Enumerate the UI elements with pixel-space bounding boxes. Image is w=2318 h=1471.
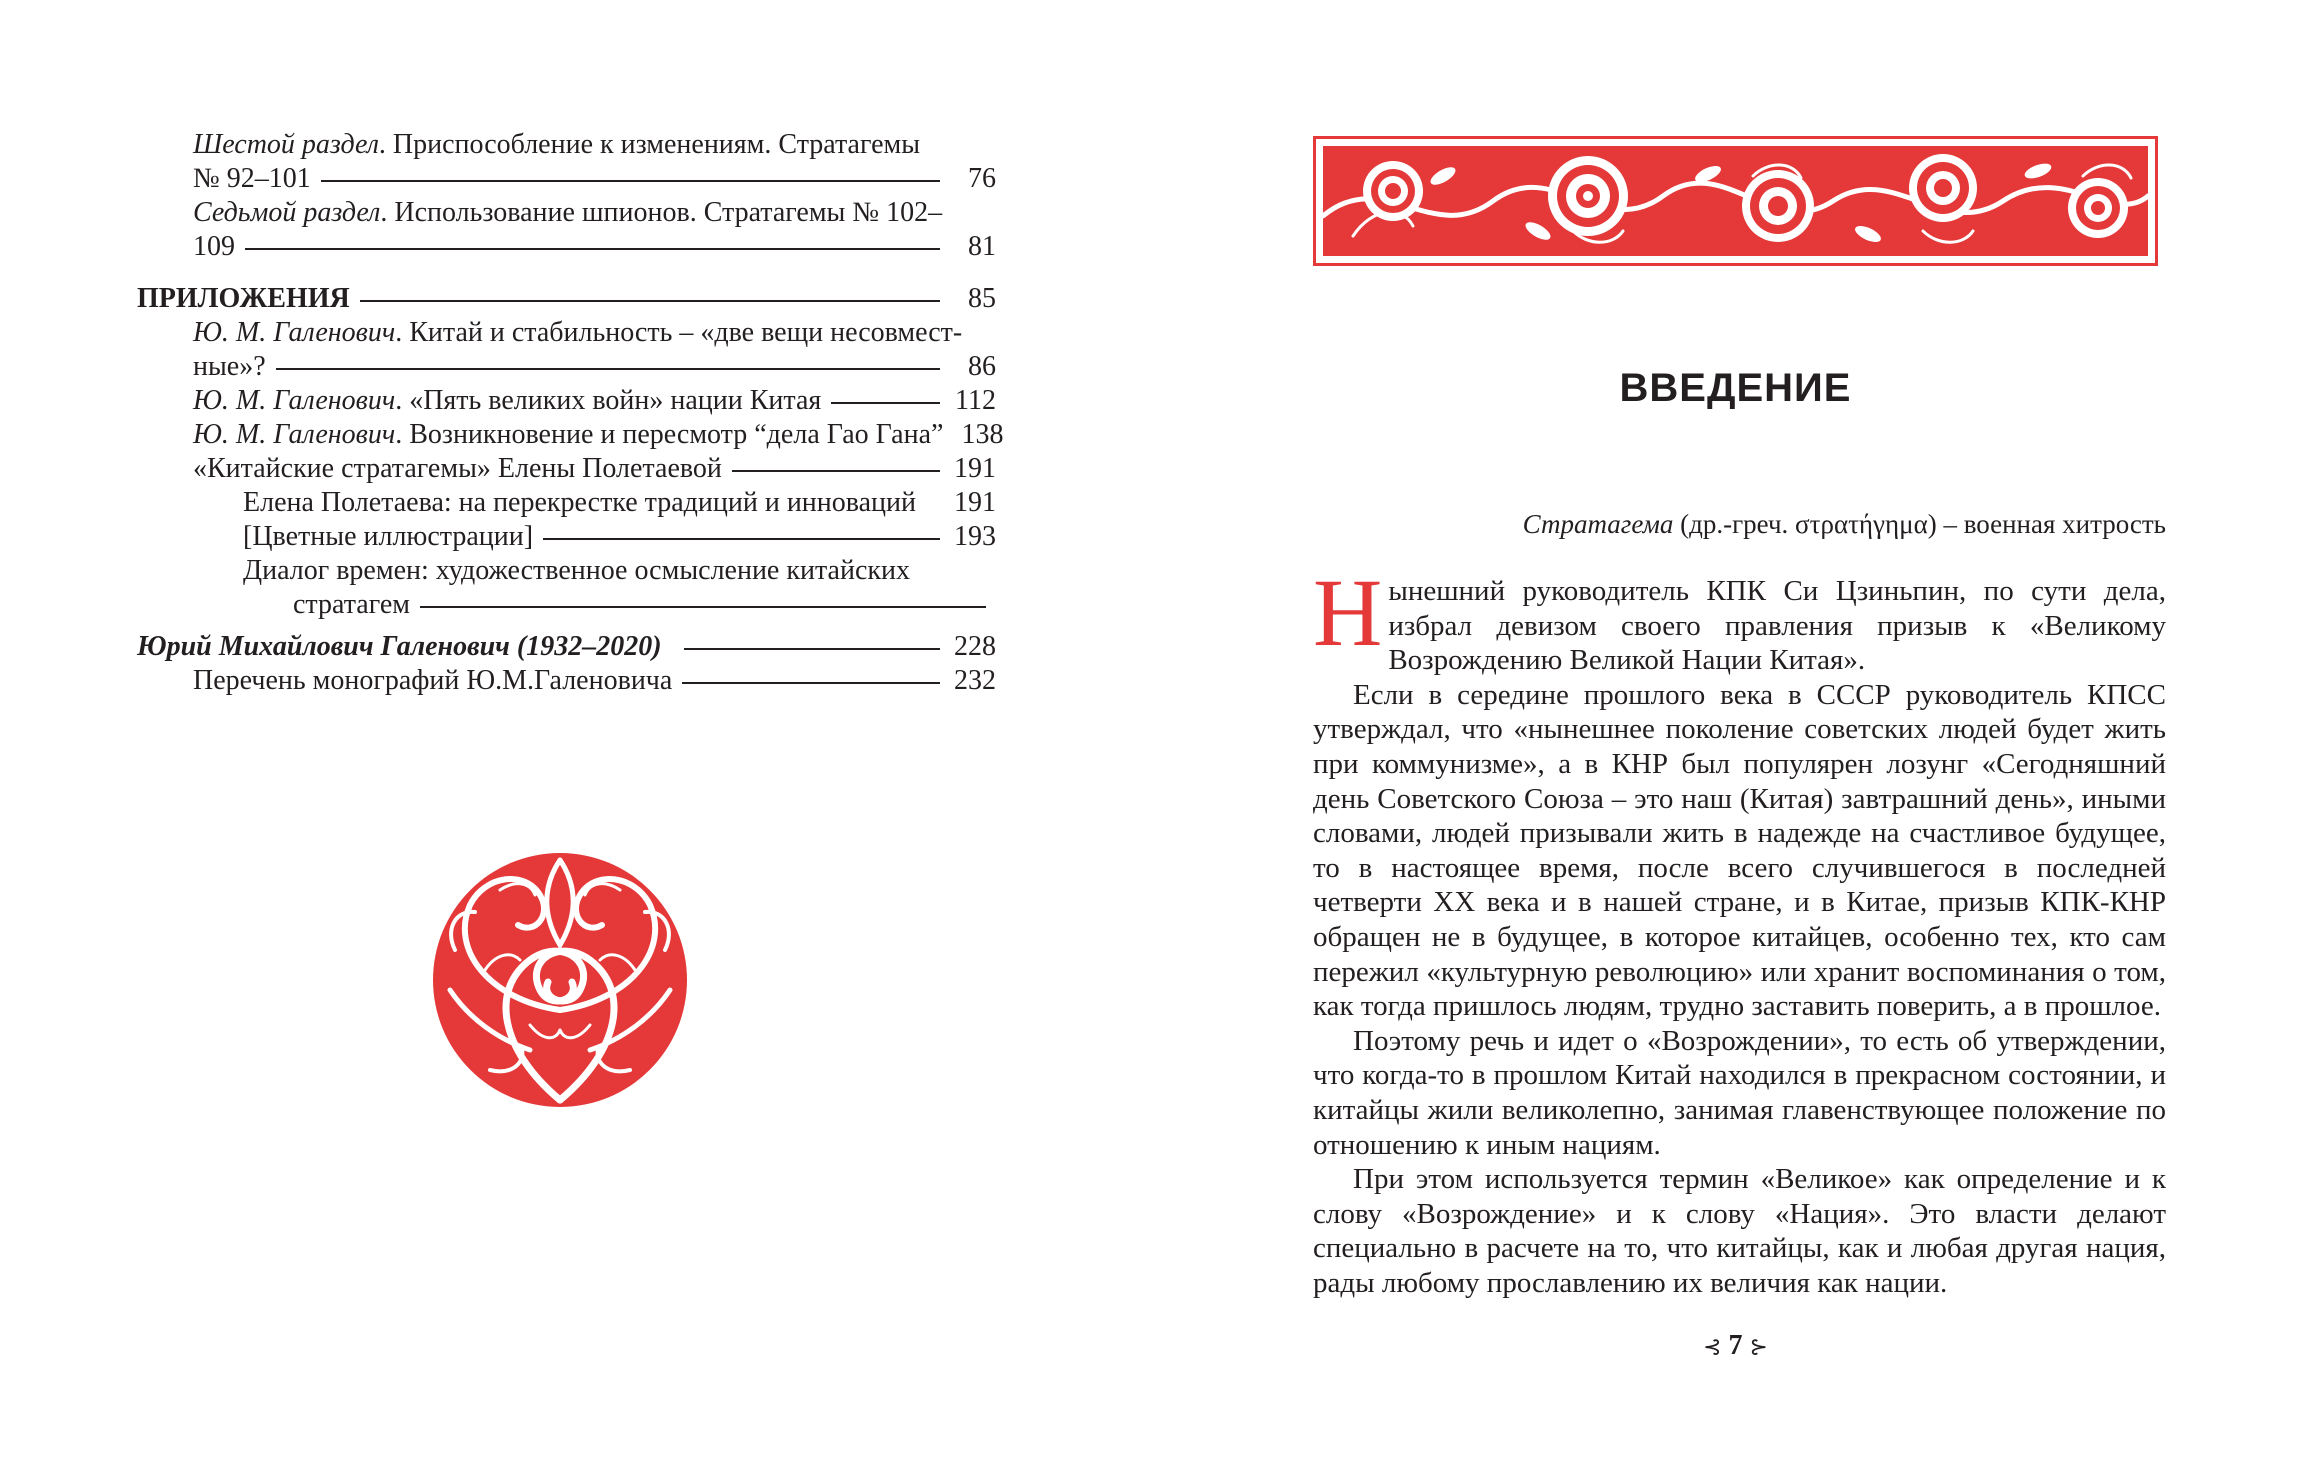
toc-entry-title-cont: ные»? bbox=[193, 351, 266, 382]
toc-page-number: 76 bbox=[968, 163, 996, 194]
toc-entry[interactable] bbox=[137, 630, 996, 664]
toc-entry[interactable] bbox=[137, 316, 996, 384]
toc-page-number: 112 bbox=[955, 385, 996, 416]
toc-page-number: 81 bbox=[968, 231, 996, 262]
toc-entry[interactable] bbox=[137, 520, 996, 554]
toc-entry-title: [Цветные иллюстрации] bbox=[243, 521, 534, 552]
toc-page-number: 232 bbox=[954, 665, 996, 696]
toc-leader-line bbox=[321, 180, 940, 182]
toc-leader-line bbox=[831, 402, 940, 404]
toc-entry-title: . Использование шпионов. Стратагемы № 102– bbox=[380, 197, 943, 228]
epigraph bbox=[1313, 507, 2166, 541]
toc-entry-title: «Китайские стратагемы» Елены Полетаевой bbox=[193, 453, 722, 484]
folio-ornament-right-icon: ⊱ bbox=[1749, 1334, 1768, 1359]
floral-pattern-icon bbox=[1323, 146, 2148, 256]
epigraph-term: Стратагема bbox=[1522, 509, 1674, 539]
epigraph-definition: (др.-греч. στρατήγημα) – военная хитрость bbox=[1673, 509, 2166, 539]
toc-entry-author: Шестой раздел bbox=[193, 129, 379, 160]
toc-leader-line bbox=[732, 470, 940, 472]
toc-page-number: 85 bbox=[968, 283, 996, 314]
toc-entry[interactable] bbox=[137, 554, 996, 622]
body-paragraph: Если в середине прошлого века в СССР руководитель КПСС утверждал, что «нынешнее поколение советских людей будет жить при коммунизме», а в КНР был популярен лозунг «Сегодняшний день Советского Союза – это наш (Китая) завтрашний день», иными словами, людей призывали жить в надежде на счастливое будущее, то в настоящее время, после всего случившегося в последней четверти XX века и в нашей стране, и в Китае, призыв КПК-КНР обращен не в будущее, в которое китайцев, особенно тех, кто сам пережил «культурную революцию» или хранит воспоминания о том, как тогда пришлось людям, трудно заставить поверить, а в прошлое. bbox=[1313, 678, 2166, 1023]
toc-section-title: ПРИЛОЖЕНИЯ bbox=[137, 283, 350, 314]
toc-leader-line bbox=[420, 606, 986, 608]
toc-page-number: 86 bbox=[968, 351, 996, 382]
paragraph-text: ынешний руководитель КПК Си Цзиньпин, по сути дела, избрал девизом своего правления призыв к «Великому Возрождению Великой Нации Китая». bbox=[1388, 575, 2166, 677]
body-paragraph bbox=[1313, 559, 2166, 678]
toc-entry-title: . Возникновение и пересмотр “дела Гао Гана” bbox=[395, 419, 944, 450]
chapter-body bbox=[1313, 559, 2166, 1300]
toc-entry-author: Ю. М. Галенович bbox=[193, 317, 396, 348]
drop-cap: Н bbox=[1313, 559, 1383, 666]
toc-leader-line bbox=[682, 682, 940, 684]
toc-entry-title-cont: № 92–101 bbox=[193, 163, 311, 194]
table-of-contents bbox=[137, 128, 1004, 698]
toc-entry-title: . Китай и стабильность – «две вещи несовмест- bbox=[395, 317, 963, 348]
toc-page-number: 193 bbox=[954, 521, 996, 552]
toc-leader-line bbox=[684, 648, 940, 650]
toc-page-number: 191 bbox=[954, 487, 996, 518]
ornament-medallion-icon bbox=[430, 850, 690, 1110]
toc-entry[interactable] bbox=[137, 196, 996, 264]
toc-entry[interactable] bbox=[137, 128, 996, 196]
body-paragraph: При этом используется термин «Великое» как определение и к слову «Возрождение» и к слову «Нация». Это власти делают специально в расчете на то, что китайцы, как и любая другая нация, рады любому прославлению их величия как нации. bbox=[1313, 1163, 2166, 1299]
toc-entry-author-bold: Юрий Михайлович Галенович (1932–2020) bbox=[137, 631, 662, 662]
toc-entry[interactable] bbox=[137, 664, 996, 698]
floral-header-banner bbox=[1313, 136, 2158, 266]
toc-entry-title-cont: 109 bbox=[193, 231, 235, 262]
toc-entry-title: Перечень монографий Ю.М.Галеновича bbox=[193, 665, 673, 696]
toc-leader-line bbox=[245, 248, 940, 250]
toc-entry[interactable] bbox=[137, 486, 996, 520]
body-paragraph: Поэтому речь и идет о «Возрождении», то есть об утверждении, что когда-то в прошлом Китай находился в прекрасном состоянии, и китайцы жили великолепно, занимая главенствующее положение по отношению к иным нациям. bbox=[1313, 1024, 2166, 1161]
toc-section[interactable] bbox=[137, 282, 996, 316]
toc-entry[interactable] bbox=[137, 384, 996, 418]
folio-ornament-left-icon: ⊰ bbox=[1703, 1334, 1722, 1359]
toc-entry[interactable] bbox=[137, 452, 996, 486]
toc-leader-line bbox=[360, 300, 940, 302]
page-folio bbox=[1313, 1330, 2158, 1362]
toc-entry-author: Седьмой раздел bbox=[193, 197, 381, 228]
toc-page-number: 138 bbox=[961, 419, 1004, 450]
toc-entry-author: Ю. М. Галенович bbox=[193, 419, 396, 450]
toc-entry-title: . «Пять великих войн» нации Китая bbox=[395, 385, 822, 416]
toc-entry-title: Елена Полетаева: на перекрестке традиций и инноваций bbox=[243, 487, 916, 518]
toc-page-number: 191 bbox=[954, 453, 996, 484]
toc-entry-title: Диалог времен: художественное осмысление китайских bbox=[243, 555, 910, 586]
toc-entry-author: Ю. М. Галенович bbox=[193, 385, 396, 416]
toc-entry-title-cont: стратагем bbox=[293, 589, 410, 620]
toc-page-number: 228 bbox=[954, 631, 996, 662]
toc-entry-title: . Приспособление к изменениям. Стратагемы bbox=[378, 129, 921, 160]
toc-leader-line bbox=[543, 538, 940, 540]
chapter-title: ВВЕДЕНИЕ bbox=[1619, 366, 1852, 410]
page-number: 7 bbox=[1728, 1330, 1743, 1361]
toc-entry[interactable] bbox=[137, 418, 1004, 452]
toc-leader-line bbox=[276, 368, 940, 370]
